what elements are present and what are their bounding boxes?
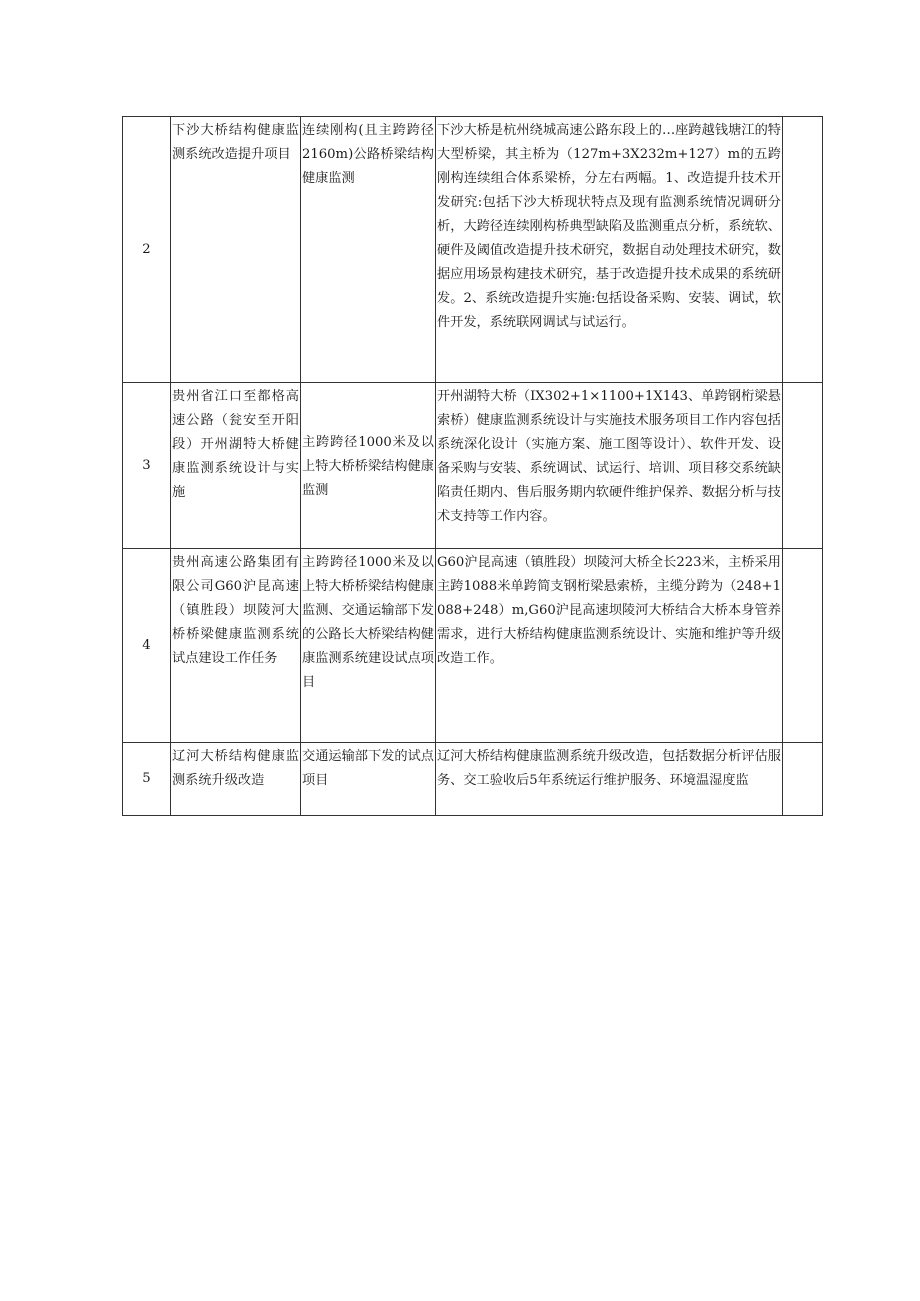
project-remark: [783, 383, 823, 549]
project-remark: [783, 117, 823, 383]
project-name: 辽河大桥结构健康监测系统升级改造: [171, 743, 301, 816]
project-name: 贵州省江口至都格高速公路（瓮安至开阳段）开州湖特大桥健康监测系统设计与实施: [171, 383, 301, 549]
table-row: [123, 549, 823, 743]
row-number: 5: [123, 743, 171, 816]
project-type: 交通运输部下发的试点项目: [301, 743, 436, 816]
row-number: 2: [123, 117, 171, 383]
project-remark: [783, 743, 823, 816]
project-type: 主跨跨径1000米及以上特大桥桥梁结构健康监测: [301, 383, 436, 549]
row-number: 3: [123, 383, 171, 549]
project-remark: [783, 549, 823, 743]
project-type: 主跨跨径1000米及以上特大桥桥梁结构健康监测、交通运输部下发的公路长大桥梁结构健康监测系统建设试点项目: [301, 549, 436, 743]
project-content: G60沪昆高速（镇胜段）坝陵河大桥全长223米，主桥采用主跨1088米单跨简支钢桁梁悬索桥，主缆分跨为（248+1088+248）m,G60沪昆高速坝陵河大桥结合大桥本身管养需求，进行大桥结构健康监测系统设计、实施和维护等升级改造工作。: [436, 549, 783, 743]
project-type: 连续刚构(且主跨跨径2160m)公路桥梁结构健康监测: [301, 117, 436, 383]
table-row: [123, 117, 823, 383]
project-content: 下沙大桥是杭州绕城高速公路东段上的…座跨越钱塘江的特大型桥梁，其主桥为（127m+3X232m+127）m的五跨刚构连续组合体系梁桥，分左右两幅。1、改造提升技术开发研究:包括下沙大桥现状特点及现有监测系统情况调研分析，大跨径连续刚构桥典型缺陷及监测重点分析，系统软、硬件及阈值改造提升技术研究，数据自动处理技术研究，数据应用场景构建技术研究，基于改造提升技术成果的系统研发。2、系统改造提升实施:包括设备采购、安装、调试，软件开发，系统联网调试与试运行。: [436, 117, 783, 383]
project-name: 下沙大桥结构健康监测系统改造提升项目: [171, 117, 301, 383]
project-content: 开州湖特大桥（IX302+1×1100+1X143、单跨钢桁梁悬索桥）健康监测系统设计与实施技术服务项目工作内容包括系统深化设计（实施方案、施工图等设计）、软件开发、设备采购与安装、系统调试、试运行、培训、项目移交系统缺陷责任期内、售后服务期内软硬件维护保养、数据分析与技术支持等工作内容。: [436, 383, 783, 549]
project-content: 辽河大桥结构健康监测系统升级改造，包括数据分析评估服务、交工验收后5年系统运行维护服务、环境温湿度监: [436, 743, 783, 816]
project-name: 贵州高速公路集团有限公司G60沪昆高速（镇胜段）坝陵河大桥桥梁健康监测系统试点建设工作任务: [171, 549, 301, 743]
row-number: 4: [123, 549, 171, 743]
table-row: [123, 743, 823, 816]
table-row: [123, 383, 823, 549]
project-table: [122, 116, 823, 816]
